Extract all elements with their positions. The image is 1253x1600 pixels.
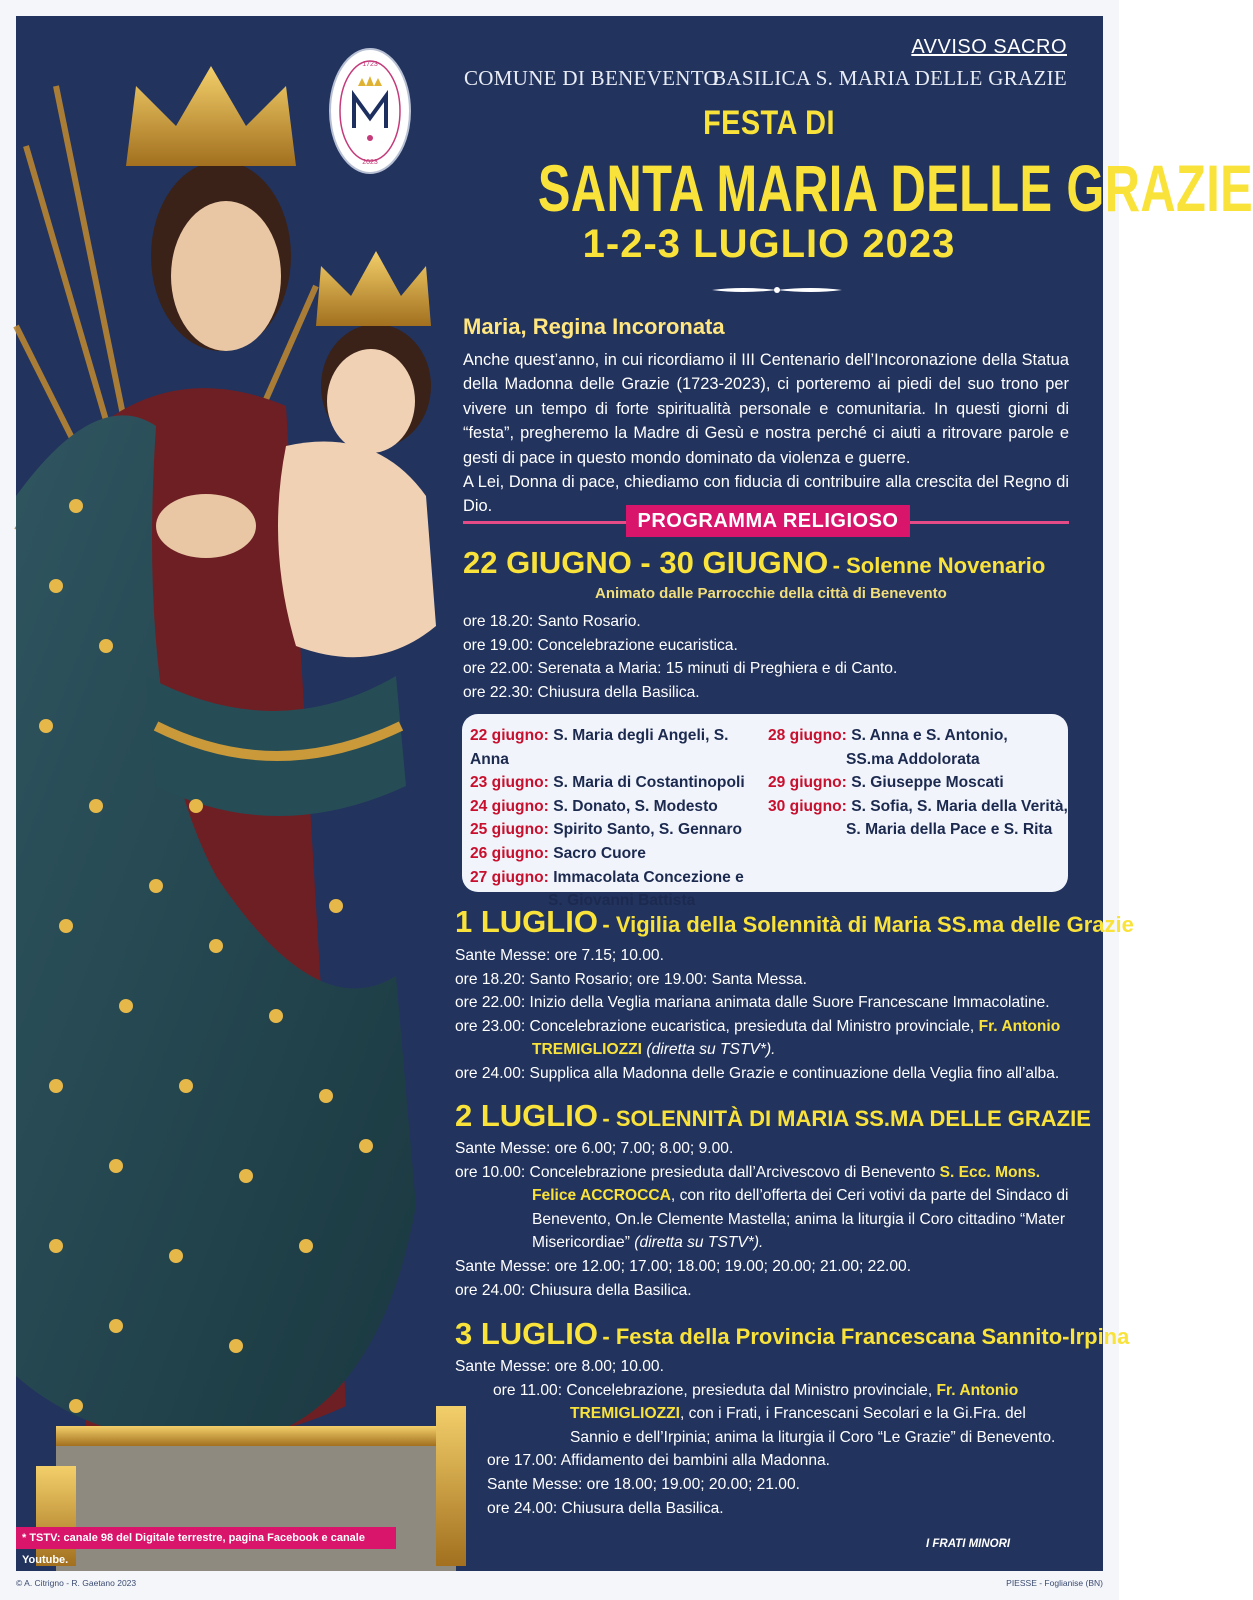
day3-schedule	[455, 1355, 1070, 1520]
schedule-line	[455, 1161, 1070, 1255]
centenary-logo	[328, 46, 412, 176]
intro-closing: A Lei, Donna di pace, chiediamo con fiducia di contribuire alla crescita del Regno di Dio.	[463, 473, 1069, 516]
day-date: 24 giugno:	[470, 797, 549, 815]
day-date: 26 giugno:	[470, 844, 549, 862]
schedule-line: ore 18.20: Santo Rosario; ore 19.00: Santa Messa.	[455, 970, 807, 988]
svg-text:1723: 1723	[362, 61, 378, 68]
schedule-line: ore 22.00: Serenata a Maria: 15 minuti di Preghiera e di Canto.	[463, 660, 898, 678]
schedule-line: Sante Messe: ore 6.00; 7.00; 8.00; 9.00.	[455, 1140, 734, 1157]
day-parish: Spirito Santo, S. Gennaro	[553, 821, 743, 839]
day-entry	[470, 818, 770, 842]
novena-schedule	[463, 610, 897, 704]
tstv-note: * TSTV: canale 98 del Digitale terrestre, pagina Facebook e canale Youtube.	[16, 1527, 396, 1549]
schedule-line: ore 24.00: Chiusura della Basilica.	[455, 1281, 692, 1299]
schedule-line: ore 17.00: Affidamento dei bambini alla Madonna.	[487, 1452, 831, 1470]
day-entry	[470, 771, 770, 795]
day3-date: 3 LUGLIO	[455, 1316, 598, 1351]
madonna-statue-image	[16, 26, 456, 1571]
novena-note: Animato dalle Parrocchie della città di Benevento	[595, 585, 947, 602]
days-column-left	[470, 724, 770, 913]
celebrant-name: S. Ecc. Mons. Felice ACCROCCA	[532, 1163, 1041, 1205]
broadcast-note: (diretta su TSTV*).	[646, 1041, 776, 1059]
novena-title: - Solenne Novenario	[832, 553, 1046, 578]
celebrant-name: Fr. Antonio TREMIGLIOZZI	[532, 1017, 1061, 1059]
day-date: 27 giugno:	[470, 868, 549, 886]
day-date: 29 giugno:	[768, 774, 847, 792]
schedule-line: ore 22.00: Inizio della Veglia mariana animata dalle Suore Francescane Immacolatine.	[455, 994, 1050, 1012]
novena-dates: 22 GIUGNO - 30 GIUGNO	[463, 545, 829, 580]
basilica-header: BASILICA S. MARIA DELLE GRAZIE	[712, 66, 1067, 90]
day-entry	[768, 724, 1068, 748]
schedule-line: ore 19.00: Concelebrazione eucaristica.	[463, 636, 738, 654]
day2-title: - SOLENNITÀ DI MARIA SS.MA DELLE GRAZIE	[602, 1106, 1091, 1131]
schedule-line	[493, 1379, 1070, 1450]
celebrant-name: Fr. Antonio TREMIGLIOZZI	[570, 1381, 1019, 1423]
intro-text	[463, 348, 1069, 519]
day2-heading	[455, 1098, 1091, 1134]
day1-title: - Vigilia della Solennità di Maria SS.ma delle Grazie	[602, 912, 1134, 937]
comune-header: COMUNE DI BENEVENTO	[464, 66, 719, 90]
day-parish: S. Sofia, S. Maria della Verità,	[851, 797, 1068, 815]
schedule-line: ore 22.30: Chiusura della Basilica.	[463, 683, 700, 701]
schedule-text: ore 10.00: Concelebrazione presieduta dall’Arcivescovo di Benevento	[455, 1163, 936, 1181]
day-entry	[470, 795, 770, 819]
days-column-right	[768, 724, 1068, 842]
schedule-text: , con i Frati, i Francescani Secolari e la Gi.Fra. del Sannio e dell’Irpinia; anima la liturgia il Coro “Le Grazie” di Benevento.	[570, 1405, 1056, 1446]
schedule-text: ore 23.00: Concelebrazione eucaristica, presieduta dal Ministro provinciale,	[455, 1017, 975, 1035]
day-entry	[768, 771, 1068, 795]
day3-heading	[455, 1316, 1129, 1352]
day-date: 28 giugno:	[768, 727, 847, 744]
intro-heading: Maria, Regina Incoronata	[463, 314, 725, 339]
schedule-line: ore 24.00: Supplica alla Madonna delle Grazie e continuazione della Veglia fino all’alba.	[455, 1064, 1060, 1082]
novena-days-box	[462, 714, 1068, 910]
programma-badge: PROGRAMMA RELIGIOSO	[626, 505, 910, 537]
schedule-line: ore 18.20: Santo Rosario.	[463, 613, 641, 630]
day-entry	[470, 866, 770, 890]
day1-heading	[455, 904, 1134, 940]
day-entry	[470, 724, 770, 771]
day1-date: 1 LUGLIO	[455, 904, 598, 939]
photo-credit: © A. Citrigno - R. Gaetano 2023	[16, 1578, 137, 1588]
day2-date: 2 LUGLIO	[455, 1098, 598, 1133]
schedule-text: ore 11.00: Concelebrazione, presieduta dal Ministro provinciale,	[493, 1381, 933, 1399]
printer-credit: PIESSE - Foglianise (BN)	[1006, 1578, 1103, 1588]
ornament-divider	[712, 284, 842, 296]
day-parish: S. Maria di Costantinopoli	[553, 774, 745, 792]
day-entry	[470, 842, 770, 866]
day-parish-cont: S. Maria della Pace e S. Rita	[846, 821, 1053, 839]
day3-title: - Festa della Provincia Francescana Sannito-Irpina	[602, 1324, 1130, 1349]
intro-paragraph: Anche quest’anno, in cui ricordiamo il III Centenario dell’Incoronazione della Statua della Madonna delle Grazie (1723-2023), ci porteremo ai piedi del suo trono per vivere un tempo di forte spiritualità personale e comunitaria. In questi giorni di “festa”, pregheremo la Madre di Gesù e nostra perché ci aiuti a ritrovare parole e gesti di pace in questo mondo dominato da violenza e guerre.	[463, 351, 1069, 467]
svg-text:2023: 2023	[362, 159, 378, 166]
schedule-line	[455, 1015, 1070, 1062]
novena-heading	[463, 545, 1045, 581]
day-parish: Sacro Cuore	[553, 844, 646, 862]
day-date: 23 giugno:	[470, 774, 549, 792]
day-date: 30 giugno:	[768, 797, 847, 815]
schedule-line: Sante Messe: ore 7.15; 10.00.	[455, 947, 664, 964]
schedule-line: Sante Messe: ore 18.00; 19.00; 20.00; 21.00.	[487, 1475, 800, 1493]
broadcast-note: (diretta su TSTV*).	[634, 1234, 764, 1252]
day-parish-cont: S. Giovanni Battista	[548, 892, 696, 910]
day-parish: S. Anna e S. Antonio,	[851, 727, 1008, 744]
schedule-text: , con rito dell’offerta dei Ceri votivi da parte del Sindaco di Benevento, On.le Clemente Mastella; anima la liturgia il Coro cittadino “Mater Misericordiae”	[532, 1187, 1069, 1252]
day-parish: S. Giuseppe Moscati	[851, 774, 1004, 792]
day1-schedule	[455, 944, 1070, 1086]
day2-schedule	[455, 1137, 1070, 1302]
schedule-line: Sante Messe: ore 12.00; 17.00; 18.00; 19.00; 20.00; 21.00; 22.00.	[455, 1257, 912, 1275]
day-parish-cont: SS.ma Addolorata	[846, 750, 980, 768]
day-parish: Immacolata Concezione e	[553, 868, 744, 886]
festa-di-title: FESTA DI	[703, 104, 835, 142]
day-parish: S. Maria degli Angeli, S. Anna	[470, 727, 729, 768]
main-title: SANTA MARIA DELLE GRAZIE	[537, 151, 1253, 225]
day-date: 22 giugno:	[470, 727, 549, 744]
festival-dates: 1-2-3 LUGLIO 2023	[582, 222, 956, 266]
day-parish: S. Donato, S. Modesto	[553, 797, 718, 815]
schedule-line: Sante Messe: ore 8.00; 10.00.	[455, 1358, 664, 1375]
frati-minori-signature: I FRATI MINORI	[926, 1538, 1011, 1550]
day-date: 25 giugno:	[470, 821, 549, 839]
avviso-sacro: AVVISO SACRO	[911, 36, 1067, 58]
schedule-line: ore 24.00: Chiusura della Basilica.	[487, 1499, 724, 1517]
day-entry	[768, 795, 1068, 819]
